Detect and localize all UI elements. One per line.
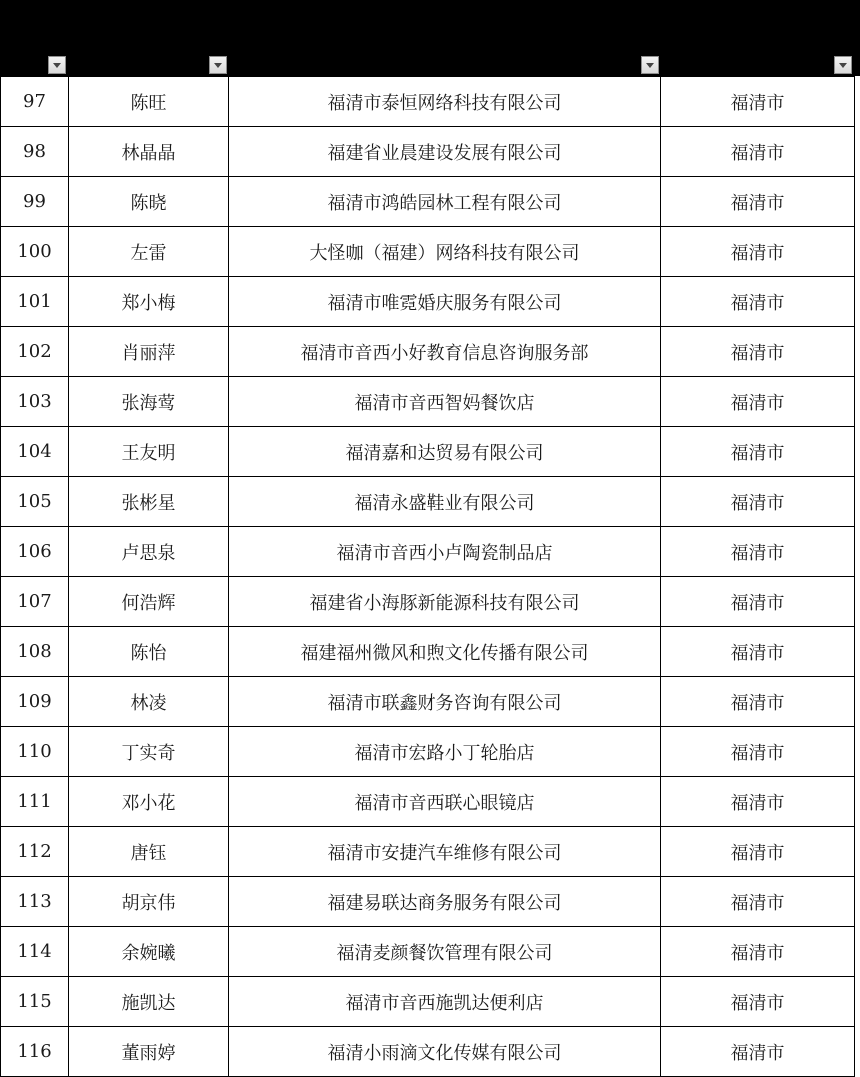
cell-name[interactable]: 施凯达: [69, 977, 229, 1027]
cell-number[interactable]: 111: [1, 777, 69, 827]
cell-name[interactable]: 王友明: [69, 427, 229, 477]
cell-number[interactable]: 100: [1, 227, 69, 277]
cell-company[interactable]: 福清市音西小卢陶瓷制品店: [229, 527, 661, 577]
table-row: [1, 227, 855, 277]
cell-number[interactable]: 97: [1, 77, 69, 127]
cell-region[interactable]: 福清市: [661, 827, 855, 877]
cell-number[interactable]: 116: [1, 1027, 69, 1077]
table-row: [1, 877, 855, 927]
cell-company[interactable]: 福清永盛鞋业有限公司: [229, 477, 661, 527]
cell-region[interactable]: 福清市: [661, 727, 855, 777]
table-row: [1, 577, 855, 627]
dropdown-arrow-icon: [214, 63, 222, 68]
cell-number[interactable]: 103: [1, 377, 69, 427]
cell-company[interactable]: 福清市泰恒网络科技有限公司: [229, 77, 661, 127]
cell-company[interactable]: 福清市鸿皓园林工程有限公司: [229, 177, 661, 227]
cell-name[interactable]: 张海莺: [69, 377, 229, 427]
cell-region[interactable]: 福清市: [661, 277, 855, 327]
cell-number[interactable]: 101: [1, 277, 69, 327]
cell-number[interactable]: 110: [1, 727, 69, 777]
cell-region[interactable]: 福清市: [661, 527, 855, 577]
cell-name[interactable]: 张彬星: [69, 477, 229, 527]
table-row: [1, 277, 855, 327]
cell-name[interactable]: 林晶晶: [69, 127, 229, 177]
cell-name[interactable]: 邓小花: [69, 777, 229, 827]
table-row: [1, 127, 855, 177]
cell-name[interactable]: 何浩辉: [69, 577, 229, 627]
table-row: [1, 77, 855, 127]
cell-name[interactable]: 陈旺: [69, 77, 229, 127]
cell-region[interactable]: 福清市: [661, 327, 855, 377]
table-row: [1, 477, 855, 527]
cell-region[interactable]: 福清市: [661, 77, 855, 127]
table-row: [1, 677, 855, 727]
table-row: [1, 827, 855, 877]
cell-number[interactable]: 108: [1, 627, 69, 677]
cell-region[interactable]: 福清市: [661, 977, 855, 1027]
cell-name[interactable]: 肖丽萍: [69, 327, 229, 377]
cell-company[interactable]: 福建省业晨建设发展有限公司: [229, 127, 661, 177]
cell-number[interactable]: 99: [1, 177, 69, 227]
filter-dropdown-col4[interactable]: [834, 56, 852, 74]
cell-number[interactable]: 113: [1, 877, 69, 927]
cell-name[interactable]: 郑小梅: [69, 277, 229, 327]
cell-company[interactable]: 福清市唯霓婚庆服务有限公司: [229, 277, 661, 327]
cell-name[interactable]: 唐钰: [69, 827, 229, 877]
filter-dropdown-col3[interactable]: [641, 56, 659, 74]
table-row: [1, 527, 855, 577]
table-row: [1, 777, 855, 827]
cell-company[interactable]: 福建福州微风和煦文化传播有限公司: [229, 627, 661, 677]
cell-number[interactable]: 102: [1, 327, 69, 377]
cell-number[interactable]: 98: [1, 127, 69, 177]
cell-name[interactable]: 陈晓: [69, 177, 229, 227]
cell-company[interactable]: 福清嘉和达贸易有限公司: [229, 427, 661, 477]
cell-region[interactable]: 福清市: [661, 127, 855, 177]
cell-company[interactable]: 福清麦颜餐饮管理有限公司: [229, 927, 661, 977]
cell-company[interactable]: 福清市联鑫财务咨询有限公司: [229, 677, 661, 727]
cell-name[interactable]: 林凌: [69, 677, 229, 727]
cell-name[interactable]: 丁实奇: [69, 727, 229, 777]
table-body: [1, 77, 855, 1077]
cell-region[interactable]: 福清市: [661, 1027, 855, 1077]
cell-name[interactable]: 卢思泉: [69, 527, 229, 577]
cell-region[interactable]: 福清市: [661, 177, 855, 227]
cell-company[interactable]: 福建省小海豚新能源科技有限公司: [229, 577, 661, 627]
table-row: [1, 327, 855, 377]
cell-name[interactable]: 左雷: [69, 227, 229, 277]
dropdown-arrow-icon: [839, 63, 847, 68]
filter-dropdown-col1[interactable]: [48, 56, 66, 74]
cell-region[interactable]: 福清市: [661, 927, 855, 977]
cell-region[interactable]: 福清市: [661, 377, 855, 427]
cell-company[interactable]: 福清市宏路小丁轮胎店: [229, 727, 661, 777]
filter-dropdown-col2[interactable]: [209, 56, 227, 74]
header-row: [0, 0, 860, 76]
cell-number[interactable]: 115: [1, 977, 69, 1027]
cell-company[interactable]: 福清市音西小好教育信息咨询服务部: [229, 327, 661, 377]
cell-number[interactable]: 112: [1, 827, 69, 877]
cell-company[interactable]: 福清市音西施凯达便利店: [229, 977, 661, 1027]
cell-name[interactable]: 董雨婷: [69, 1027, 229, 1077]
cell-company[interactable]: 福清小雨滴文化传媒有限公司: [229, 1027, 661, 1077]
cell-number[interactable]: 114: [1, 927, 69, 977]
table-row: [1, 927, 855, 977]
table-row: [1, 977, 855, 1027]
cell-region[interactable]: 福清市: [661, 627, 855, 677]
cell-region[interactable]: 福清市: [661, 427, 855, 477]
cell-company[interactable]: 福清市音西联心眼镜店: [229, 777, 661, 827]
cell-number[interactable]: 106: [1, 527, 69, 577]
table-row: [1, 377, 855, 427]
cell-number[interactable]: 105: [1, 477, 69, 527]
cell-region[interactable]: 福清市: [661, 877, 855, 927]
cell-name[interactable]: 胡京伟: [69, 877, 229, 927]
cell-number[interactable]: 109: [1, 677, 69, 727]
cell-region[interactable]: 福清市: [661, 577, 855, 627]
cell-company[interactable]: 福清市音西智妈餐饮店: [229, 377, 661, 427]
cell-name[interactable]: 余婉曦: [69, 927, 229, 977]
cell-region[interactable]: 福清市: [661, 477, 855, 527]
data-table: [0, 76, 855, 1077]
cell-number[interactable]: 107: [1, 577, 69, 627]
cell-number[interactable]: 104: [1, 427, 69, 477]
cell-company[interactable]: 福清市安捷汽车维修有限公司: [229, 827, 661, 877]
cell-region[interactable]: 福清市: [661, 677, 855, 727]
table-row: [1, 1027, 855, 1077]
cell-company[interactable]: 大怪咖（福建）网络科技有限公司: [229, 227, 661, 277]
table-row: [1, 177, 855, 227]
table-row: [1, 727, 855, 777]
cell-company[interactable]: 福建易联达商务服务有限公司: [229, 877, 661, 927]
cell-region[interactable]: 福清市: [661, 777, 855, 827]
dropdown-arrow-icon: [646, 63, 654, 68]
cell-name[interactable]: 陈怡: [69, 627, 229, 677]
cell-region[interactable]: 福清市: [661, 227, 855, 277]
table-row: [1, 627, 855, 677]
dropdown-arrow-icon: [53, 63, 61, 68]
table-row: [1, 427, 855, 477]
